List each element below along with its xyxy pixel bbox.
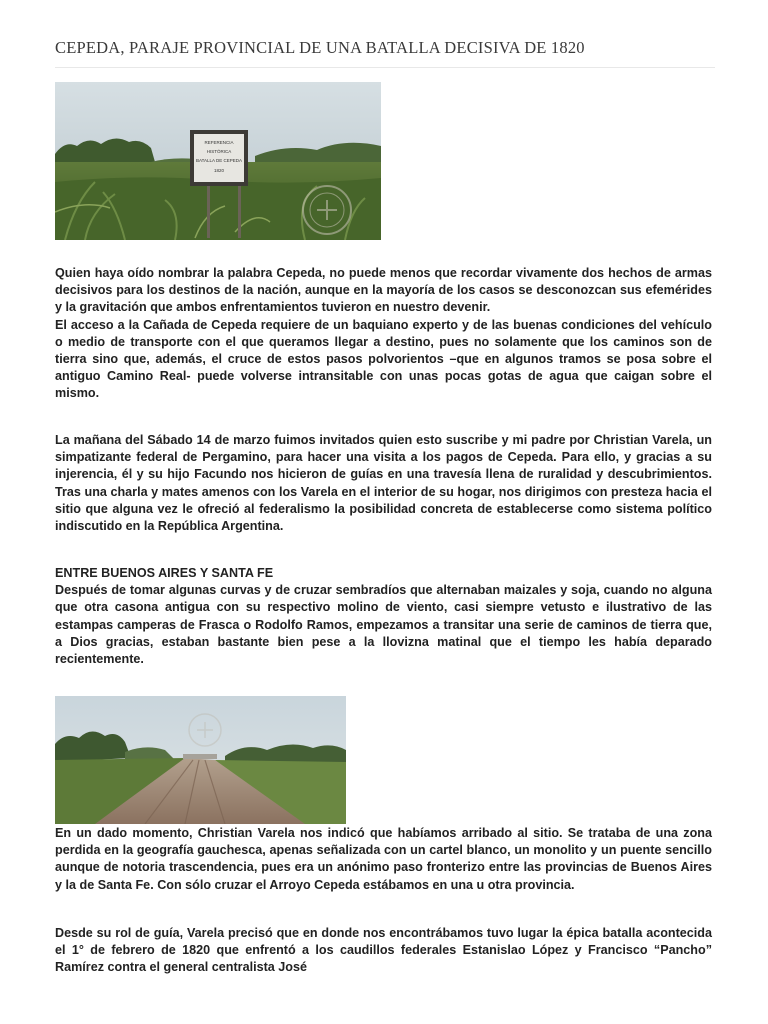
- paragraph-5: En un dado momento, Christian Varela nos indicó que habíamos arribado al sitio. Se trataba de una zona perdida en la geografía gauchesca, apenas señalizada con un cartel blanco, un monolito y un puente sencillo aunque de notoria trascendencia, pues era un anónimo paso fronterizo entre las provincias de Buenos Aires y la de Santa Fe. Con sólo cruzar el Arroyo Cepeda estábamos en una u otra provincia.: [55, 826, 712, 892]
- paragraph-1: Quien haya oído nombrar la palabra Cepeda, no puede menos que recordar vivamente dos hechos de armas decisivos para los destinos de la nación, aunque en la mayoría de los casos se desconozcan sus efemérides y la gravitación que ambos enfrentamientos tuvieron en nuestro devenir.: [55, 266, 712, 315]
- sign-line-1: REFERENCIA: [204, 140, 234, 145]
- sign-line-2: HISTÓRICA: [206, 149, 232, 154]
- paragraph-3: La mañana del Sábado 14 de marzo fuimos invitados quien esto suscribe y mi padre por Christian Varela, un simpatizante federal de Pergamino, para hacer una visita a los pagos de Cepeda. Para ello, y gracias a su injerencia, él y su hijo Facundo nos hicieron de guías en una travesía llena de ruralidad y descubrimientos. Tras una charla y mates amenos con los Varela en el interior de su hogar, nos dirigimos con presteza hacia el sitio que alguna vez le ofreció al federalismo la posibilidad concreta de establecerse como sistema político indiscutido en la República Argentina.: [55, 433, 712, 534]
- watermark-seal-icon: [303, 186, 351, 234]
- photo-field-sign: [55, 82, 381, 240]
- article-section: [55, 565, 712, 668]
- paragraph-6: Desde su rol de guía, Varela precisó que en donde nos encontrábamos tuvo lugar la épica batalla acontecida el 1° de febrero de 1820 que enfrentó a los caudillos federales Estanislao López y Francisco “Pancho” Ramírez contra el general centralista José: [55, 926, 712, 975]
- paragraph-2: El acceso a la Cañada de Cepeda requiere de un baquiano experto y de las buenas condiciones del vehículo o medio de transporte con el que queramos llegar a destino, pues no solamente que los caminos son de tierra sino que, además, el cruce de estos pasos polvorientos –que en algunos tramos se posa sobre el antiguo Camino Real- puede volverse intransitable con unas pocas gotas de agua que caigan sobre el mismo.: [55, 317, 712, 401]
- section-heading: ENTRE BUENOS AIRES Y SANTA FE: [55, 566, 274, 580]
- photo-dirt-road: [55, 696, 346, 824]
- sign-line-4: 1820: [213, 168, 225, 173]
- page-title: CEPEDA, PARAJE PROVINCIAL DE UNA BATALLA DECISIVA DE 1820: [55, 38, 715, 68]
- article-visit: [55, 432, 712, 535]
- paragraph-4: Después de tomar algunas curvas y de cruzar sembradíos que alternaban maizales y soja, cuando no alguna que otra casona antigua con su respectivo molino de viento, casi siempre vetusto e ilustrativo de las estampas camperas de Frasca o Rodolfo Ramos, empezamos a transitar una serie de caminos de tierra que, a Dios gracias, estaban bastante bien pese a la llovizna matinal que el tiempo les había deparado recientemente.: [55, 583, 712, 667]
- article-battle: [55, 925, 712, 977]
- article-arrival: [55, 825, 712, 894]
- article-intro: [55, 265, 712, 403]
- sign-line-3: BATALLA DE CEPEDA: [195, 158, 243, 163]
